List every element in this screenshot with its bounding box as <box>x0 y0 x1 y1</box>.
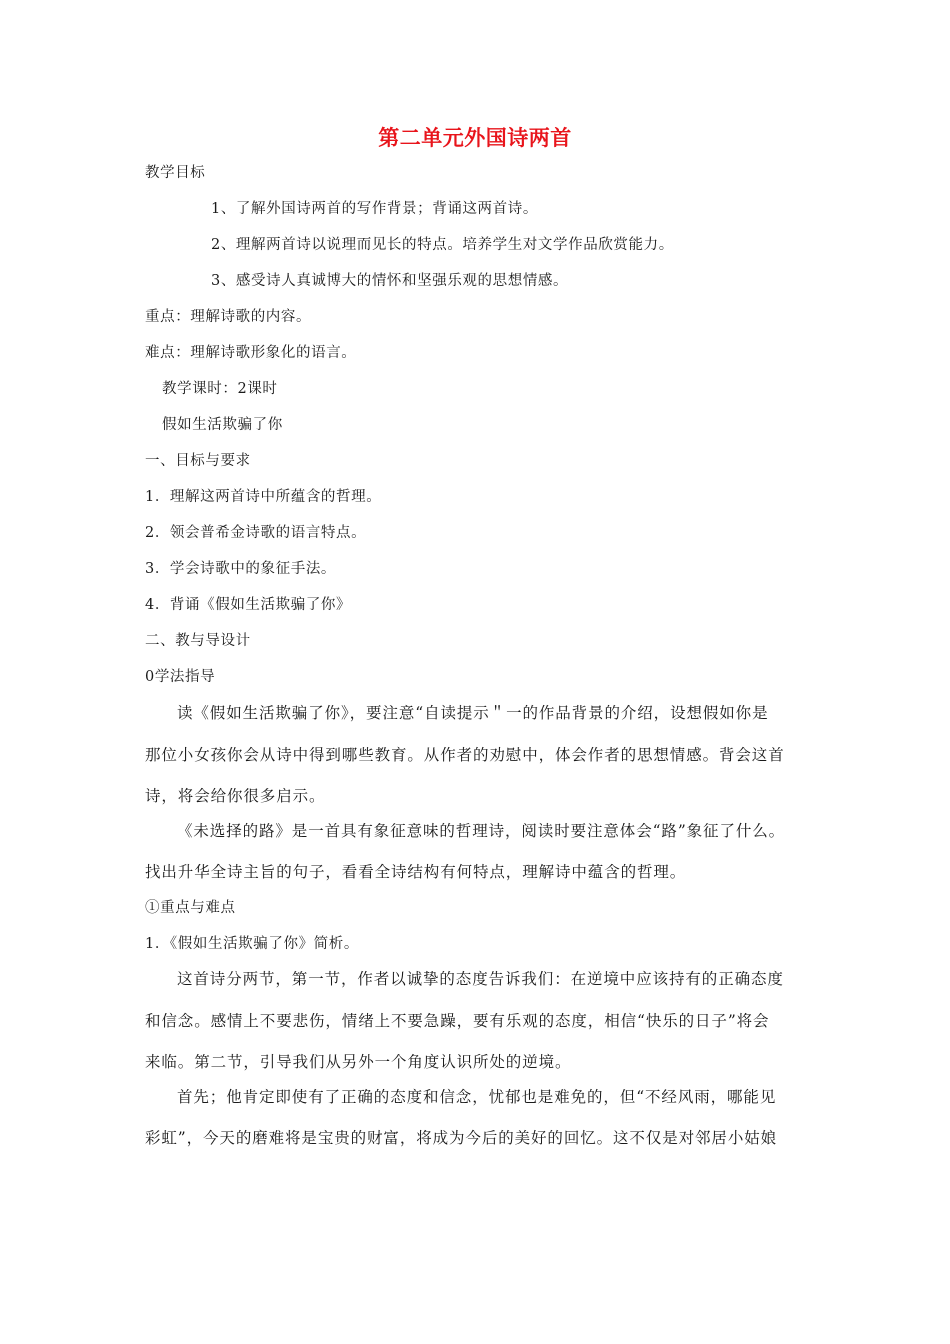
paragraph-line: 这首诗分两节，第一节，作者以诚挚的态度告诉我们：在逆境中应该持有的正确态度 <box>177 970 784 988</box>
list-item: 1．理解这两首诗中所蕴含的哲理。 <box>145 489 382 505</box>
poem-title: 假如生活欺骗了你 <box>162 417 283 433</box>
goal-item: 2、理解两首诗以说理而见长的特点。培养学生对文学作品欣赏能力。 <box>211 237 674 253</box>
goal-item: 1、了解外国诗两首的写作背景；背诵这两首诗。 <box>211 201 538 217</box>
list-item: 3．学会诗歌中的象征手法。 <box>145 561 337 577</box>
goal-item: 3、感受诗人真诚博大的情怀和坚强乐观的思想情感。 <box>211 273 569 289</box>
paragraph-line: 诗，将会给你很多启示。 <box>145 787 326 805</box>
section-heading: 一、目标与要求 <box>145 453 251 469</box>
list-item: 4．背诵《假如生活欺骗了你》 <box>145 597 352 613</box>
goals-heading: 教学目标 <box>145 165 206 181</box>
paragraph-line: 首先；他肯定即使有了正确的态度和信念，忧郁也是难免的，但“不经风雨，哪能见 <box>177 1088 777 1106</box>
paragraph-line: 彩虹”，今天的磨难将是宝贵的财富，将成为今后的美好的回忆。这不仅是对邻居小姑娘 <box>145 1129 778 1147</box>
paragraph-line: 找出升华全诗主旨的句子，看看全诗结构有何特点，理解诗中蕴含的哲理。 <box>145 863 687 881</box>
key-point: 重点：理解诗歌的内容。 <box>145 309 312 325</box>
paragraph-line: 《未选择的路》是一首具有象征意味的哲理诗，阅读时要注意体会“路”象征了什么。 <box>177 822 786 840</box>
document-title: 第二单元外国诗两首 <box>378 126 572 150</box>
paragraph-line: 和信念。感情上不要悲伤，情绪上不要急躁，要有乐观的态度，相信“快乐的日子”将会 <box>145 1012 770 1030</box>
method-heading: 0学法指导 <box>145 669 216 685</box>
list-item: 2．领会普希金诗歌的语言特点。 <box>145 525 367 541</box>
difficulty: 难点：理解诗歌形象化的语言。 <box>145 345 357 361</box>
paragraph-line: 来临。第二节，引导我们从另外一个角度认识所处的逆境。 <box>145 1053 572 1071</box>
key-heading: ①重点与难点 <box>145 900 236 916</box>
teaching-hours: 教学课时：2课时 <box>162 381 278 397</box>
paragraph-line: 那位小女孩你会从诗中得到哪些教育。从作者的劝慰中，体会作者的思想情感。背会这首 <box>145 746 785 764</box>
list-item: 1．《假如生活欺骗了你》简析。 <box>145 936 359 952</box>
paragraph-line: 读《假如生活欺骗了你》，要注意“自读提示＂一的作品背景的介绍，设想假如你是 <box>177 704 769 722</box>
section-heading: 二、教与导设计 <box>145 633 251 649</box>
